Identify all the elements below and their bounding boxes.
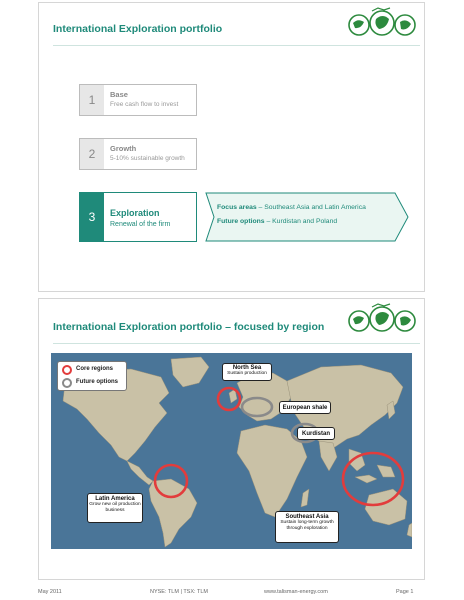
callout-title: European shale xyxy=(282,405,328,411)
footer-page-number: Page 1 xyxy=(396,589,414,595)
footer-tickers: NYSE: TLM | TSX: TLM xyxy=(150,589,208,595)
tier-subtitle: Renewal of the firm xyxy=(110,221,171,228)
tier-exploration xyxy=(79,192,197,242)
focus-areas-text: – Southeast Asia and Latin America xyxy=(256,204,366,211)
callout-north-sea xyxy=(222,363,272,381)
tier-subtitle: Free cash flow to invest xyxy=(110,101,179,108)
world-map xyxy=(51,353,412,549)
callout-title: Latin America xyxy=(95,496,135,502)
future-options-line xyxy=(217,218,337,225)
company-logo-icon xyxy=(346,7,418,43)
map-legend xyxy=(57,361,127,391)
slide-portfolio-by-region xyxy=(38,298,425,580)
footer-date: May 2011 xyxy=(38,589,62,595)
callout-title: Southeast Asia xyxy=(285,514,329,520)
tier-heading: Growth xyxy=(110,144,137,153)
future-option-legend-icon xyxy=(62,378,72,388)
tier-base xyxy=(79,84,197,116)
callout-kurdistan xyxy=(297,427,335,440)
tier-heading: Base xyxy=(110,90,128,99)
slide-title: International Exploration portfolio xyxy=(53,23,223,35)
tier-number: 2 xyxy=(80,139,104,169)
callout-subtitle: Sustain production xyxy=(227,371,267,376)
tier-heading: Exploration xyxy=(110,208,160,218)
callout-latin-america xyxy=(87,493,143,523)
callout-european-shale xyxy=(279,401,331,414)
callout-southeast-asia xyxy=(275,511,339,543)
title-divider xyxy=(53,343,420,344)
tier-number: 3 xyxy=(80,193,104,241)
arrow-shape-icon xyxy=(205,192,409,242)
legend-future-options: Future options xyxy=(76,379,118,385)
core-region-legend-icon xyxy=(62,365,72,375)
company-logo-icon xyxy=(346,303,418,339)
slide-title: International Exploration portfolio – focused by region xyxy=(53,321,325,333)
title-divider xyxy=(53,45,420,46)
future-options-label: Future options xyxy=(217,218,265,225)
future-options-text: – Kurdistan and Poland xyxy=(264,218,338,225)
callout-subtitle: Sustain long-term growth through exploration xyxy=(280,520,334,531)
tier-number: 1 xyxy=(80,85,104,115)
focus-areas-label: Focus areas xyxy=(217,204,257,211)
slide-exploration-portfolio xyxy=(38,2,425,292)
callout-title: Kurdistan xyxy=(301,431,330,437)
callout-subtitle: Grow new oil production business xyxy=(89,502,141,513)
focus-areas-line xyxy=(217,204,366,211)
focus-areas-arrow xyxy=(205,192,409,242)
footer-website[interactable]: www.talisman-energy.com xyxy=(264,589,328,595)
legend-core-regions: Core regions xyxy=(76,366,114,372)
tier-growth xyxy=(79,138,197,170)
callout-title: North Sea xyxy=(232,365,262,371)
tier-subtitle: 5-10% sustainable growth xyxy=(110,155,185,162)
